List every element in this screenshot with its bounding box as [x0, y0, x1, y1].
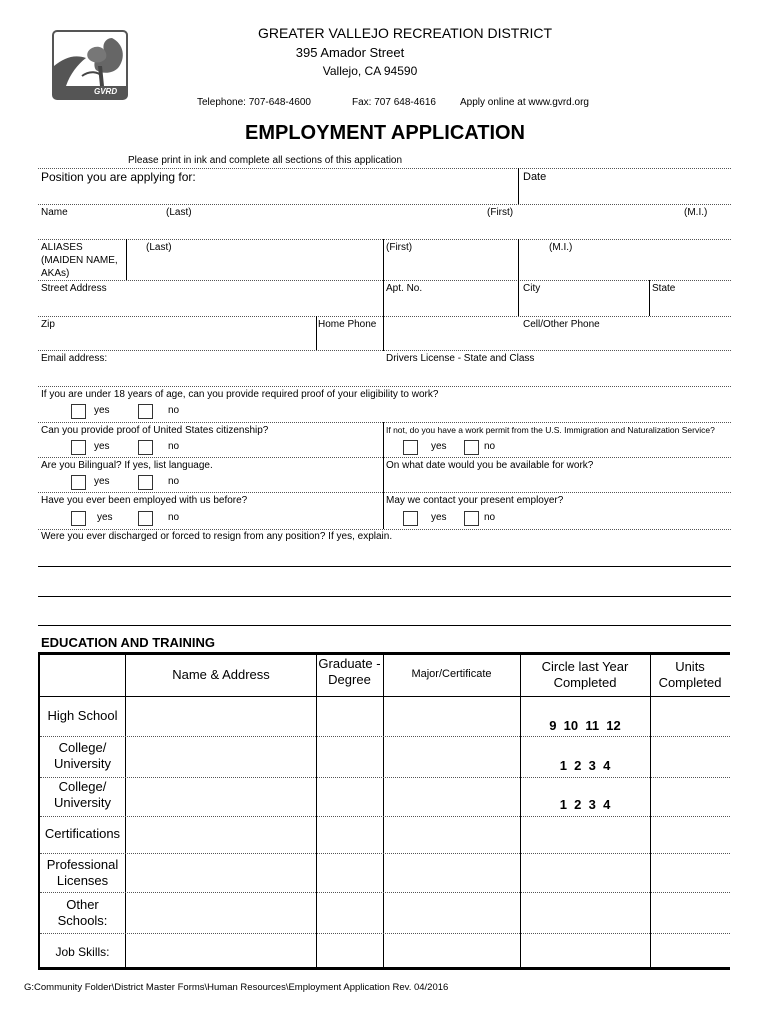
college-2-name-field[interactable]	[127, 779, 315, 815]
row-label-line1: Professional	[46, 857, 119, 872]
aliases-label: ALIASES	[41, 242, 83, 253]
aliases-mi-field[interactable]	[520, 256, 730, 278]
job-skills-field[interactable]	[127, 935, 729, 967]
footer-path: G:Community Folder\District Master Forms\Human Resources\Employment Application Rev. 04/2016	[24, 982, 449, 993]
home-phone-label: Home Phone	[318, 319, 377, 330]
divider	[40, 933, 730, 934]
org-online: Apply online at www.gvrd.org	[460, 97, 589, 108]
row-label-line1: Certifications	[44, 826, 121, 841]
divider	[40, 696, 730, 697]
work-permit-question: If not, do you have a work permit from the U.S. Immigration and Naturalization Service?	[386, 425, 715, 435]
divider	[649, 280, 650, 316]
aliases-last-label: (Last)	[146, 242, 172, 253]
row-label-high-school	[40, 708, 125, 724]
home-phone-field[interactable]	[318, 332, 516, 348]
yes-label: yes	[94, 405, 110, 416]
divider	[40, 736, 730, 737]
divider	[38, 457, 731, 458]
city-label: City	[523, 283, 541, 294]
street-field[interactable]	[38, 296, 381, 314]
row-label-line2: University	[53, 756, 112, 771]
divider	[40, 853, 730, 854]
name-mi-label: (M.I.)	[684, 207, 708, 218]
city-field[interactable]	[520, 296, 647, 314]
row-label-line2: University	[53, 795, 112, 810]
discharged-explain-field[interactable]	[38, 545, 731, 625]
available-question: On what date would you be available for work?	[386, 460, 594, 471]
divider	[383, 655, 384, 968]
cell-phone-field[interactable]	[520, 332, 730, 348]
col-graduate-line2: Degree	[328, 672, 371, 687]
col-circle	[520, 659, 650, 691]
citizenship-question: Can you provide proof of United States citizenship?	[41, 425, 269, 436]
row-label-line2: Licenses	[56, 873, 109, 888]
row-label-line1: Job Skills:	[55, 945, 110, 959]
no-label: no	[484, 512, 496, 523]
instruction-text: Please print in ink and complete all sections of this application	[128, 155, 403, 166]
under18-question: If you are under 18 years of age, can you provide required proof of your eligibility to work?	[41, 389, 439, 400]
divider	[518, 239, 519, 316]
divider	[650, 655, 651, 968]
college-1-name-field[interactable]	[127, 738, 315, 776]
divider	[38, 492, 731, 493]
row-label-professional	[40, 857, 125, 889]
divider	[38, 350, 731, 351]
row-label-other-schools	[40, 897, 125, 929]
under18-no-checkbox[interactable]	[138, 404, 153, 419]
name-field[interactable]	[38, 220, 730, 238]
high-school-name-field[interactable]	[127, 698, 315, 735]
apt-field[interactable]	[385, 296, 516, 314]
row-label-job-skills	[40, 945, 125, 960]
state-field[interactable]	[651, 296, 730, 314]
col-units	[650, 659, 730, 691]
org-fax: Fax: 707 648-4616	[352, 97, 436, 108]
date-field[interactable]	[520, 186, 730, 202]
org-name: GREATER VALLEJO RECREATION DISTRICT	[257, 25, 553, 41]
contact-employer-yes-checkbox[interactable]	[403, 511, 418, 526]
yes-label: yes	[431, 512, 447, 523]
zip-field[interactable]	[38, 332, 314, 348]
explain-line	[38, 625, 731, 626]
row-label-line1: High School	[47, 708, 118, 723]
col-graduate	[316, 656, 383, 688]
row-label-line1: Other	[66, 897, 99, 912]
other-schools-name-field[interactable]	[127, 894, 315, 932]
under18-yes-checkbox[interactable]	[71, 404, 86, 419]
gvrd-logo	[52, 30, 128, 100]
akas-label: AKAs)	[41, 268, 70, 279]
citizenship-yes-checkbox[interactable]	[71, 440, 86, 455]
no-label: no	[168, 405, 180, 416]
col-name-address: Name & Address	[172, 667, 270, 682]
col-graduate-line1: Graduate -	[318, 656, 381, 671]
divider	[383, 422, 384, 529]
contact-employer-question: May we contact your present employer?	[386, 495, 564, 506]
yes-label: yes	[431, 441, 447, 452]
yes-label: yes	[97, 512, 113, 523]
logo-text: GVRD	[94, 87, 118, 96]
divider	[38, 168, 731, 169]
work-permit-yes-checkbox[interactable]	[403, 440, 418, 455]
apt-label: Apt. No.	[386, 283, 423, 294]
bilingual-yes-checkbox[interactable]	[71, 475, 86, 490]
divider	[38, 316, 731, 317]
divider	[40, 777, 730, 778]
divider	[316, 655, 317, 968]
divider	[40, 892, 730, 893]
college-2-years[interactable]: 1 2 3 4	[559, 797, 611, 812]
cell-phone-label: Cell/Other Phone	[523, 319, 600, 330]
col-units-line1: Units	[675, 659, 705, 674]
divider	[38, 422, 731, 423]
divider	[38, 280, 731, 281]
page-title: EMPLOYMENT APPLICATION	[245, 122, 525, 144]
col-major: Major/Certificate	[411, 668, 492, 680]
no-label: no	[484, 441, 496, 452]
divider	[40, 816, 730, 817]
divider	[38, 204, 731, 205]
maiden-label: (MAIDEN NAME,	[41, 255, 118, 266]
street-label: Street Address	[41, 283, 107, 294]
org-telephone: Telephone: 707-648-4600	[197, 97, 311, 108]
aliases-first-label: (First)	[386, 242, 413, 253]
yes-label: yes	[94, 476, 110, 487]
aliases-mi-label: (M.I.)	[549, 242, 573, 253]
email-field[interactable]	[38, 366, 381, 384]
discharged-question: Were you ever discharged or forced to resign from any position? If yes, explain.	[41, 531, 393, 542]
no-label: no	[168, 476, 180, 487]
email-label: Email address:	[41, 353, 108, 364]
row-label-college-2	[40, 779, 125, 811]
name-first-label: (First)	[487, 207, 514, 218]
name-last-label: (Last)	[166, 207, 192, 218]
row-label-certifications	[40, 826, 125, 842]
row-label-line2: Schools:	[57, 913, 108, 928]
employed-before-question: Have you ever been employed with us before?	[41, 495, 248, 506]
org-street: 395 Amador Street	[295, 45, 405, 60]
work-permit-no-checkbox[interactable]	[464, 440, 479, 455]
position-label: Position you are applying for:	[41, 170, 196, 184]
name-label: Name	[41, 207, 68, 218]
col-units-line2: Completed	[658, 675, 722, 690]
license-label: Drivers License - State and Class	[386, 353, 535, 364]
college-1-years[interactable]: 1 2 3 4	[559, 758, 611, 773]
licenses-name-field[interactable]	[127, 855, 315, 891]
available-date-field[interactable]	[385, 474, 730, 490]
row-label-line1: College/	[58, 779, 107, 794]
no-label: no	[168, 441, 180, 452]
divider	[125, 655, 126, 968]
divider	[38, 386, 731, 387]
state-label: State	[652, 283, 676, 294]
education-section-title: EDUCATION AND TRAINING	[41, 635, 216, 650]
divider	[38, 529, 731, 530]
aliases-first-field[interactable]	[385, 256, 516, 278]
bilingual-no-checkbox[interactable]	[138, 475, 153, 490]
yes-label: yes	[94, 441, 110, 452]
employed-before-no-checkbox[interactable]	[138, 511, 153, 526]
no-label: no	[168, 512, 180, 523]
contact-employer-no-checkbox[interactable]	[464, 511, 479, 526]
license-field[interactable]	[385, 366, 730, 384]
org-city: Vallejo, CA 94590	[322, 64, 418, 78]
zip-label: Zip	[41, 319, 55, 330]
row-label-line1: College/	[58, 740, 107, 755]
divider	[38, 239, 731, 240]
position-field[interactable]	[38, 186, 516, 202]
divider	[518, 168, 519, 204]
employed-before-yes-checkbox[interactable]	[71, 511, 86, 526]
col-circle-line1: Circle last Year	[541, 659, 629, 674]
aliases-last-field[interactable]	[128, 256, 381, 278]
bilingual-question: Are you Bilingual? If yes, list language.	[41, 460, 213, 471]
citizenship-no-checkbox[interactable]	[138, 440, 153, 455]
divider	[126, 239, 127, 280]
date-label: Date	[523, 171, 547, 183]
certifications-name-field[interactable]	[127, 818, 315, 852]
divider	[316, 316, 317, 350]
col-circle-line2: Completed	[553, 675, 617, 690]
high-school-years[interactable]: 9 10 11 12	[549, 718, 621, 733]
row-label-college-1	[40, 740, 125, 772]
